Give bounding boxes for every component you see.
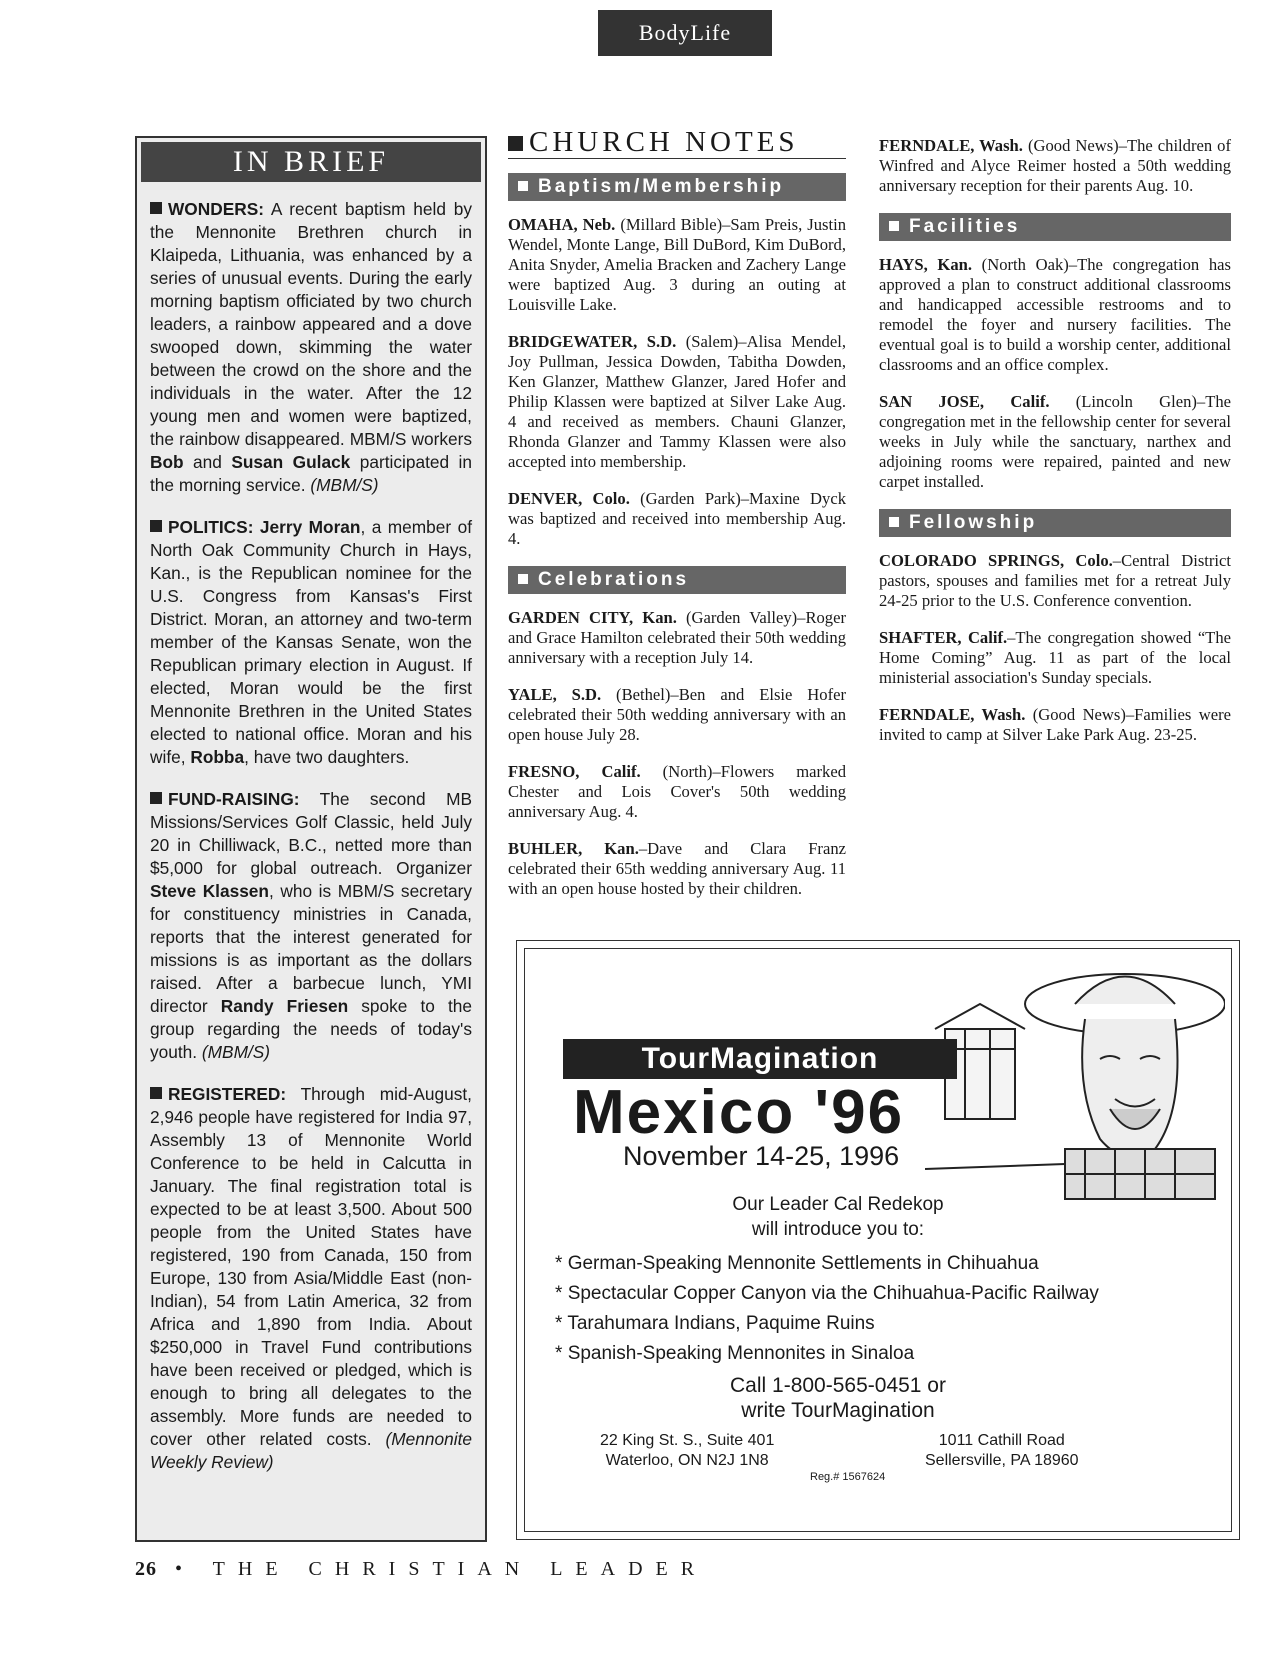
bullet-square-icon bbox=[508, 136, 523, 151]
bullet-square-icon bbox=[518, 181, 528, 191]
ad-bullet-item: * Tarahumara Indians, Paquime Ruins bbox=[555, 1313, 875, 1334]
in-brief-box bbox=[135, 136, 487, 1542]
subhead-facilities: Facilities bbox=[879, 213, 1231, 241]
note-item: BRIDGEWATER, S.D. (Salem)–Alisa Mendel, Joy Pullman, Jessica Dowden, Tabitha Dowden, Ken Glanzer, Matthew Glanzer, Jared Hofer and Philip Klassen were baptized at Silver Lake Aug. 4 and received as members. Chauni Glanzer, Rhonda Glanzer and Tammy Klassen were also accepted into membership. bbox=[508, 332, 846, 471]
subhead-celebrations: Celebrations bbox=[508, 566, 846, 594]
note-item: DENVER, Colo. (Garden Park)–Maxine Dyck was baptized and received into membership Aug. 4. bbox=[508, 489, 846, 548]
ad-destination: Mexico '96 bbox=[573, 1078, 905, 1147]
ad-inner-border bbox=[524, 948, 1232, 1532]
bullet-square-icon bbox=[150, 1087, 162, 1099]
bullet-square-icon bbox=[889, 517, 899, 527]
ad-bullet-item: * German-Speaking Mennonite Settlements in Chihuahua bbox=[555, 1253, 1039, 1274]
bullet-square-icon bbox=[150, 520, 162, 532]
ad-bullet-item: * Spectacular Copper Canyon via the Chihuahua-Pacific Railway bbox=[555, 1283, 1099, 1304]
ad-call-to-action: Call 1-800-565-0451 or write TourMagination bbox=[730, 1374, 946, 1422]
brief-item-wonders: WONDERS: A recent baptism held by the Mennonite Brethren church in Klaipeda, Lithuania, was enhanced by a series of unusual events. During the early morning baptism officiated by two church leaders, a rainbow appeared and a dove swooped down, skimming the water between the crowd on the shore and the individuals in the water. After the 12 young men and women were baptized, the rainbow disappeared. MBM/S workers Bob and Susan Gulack participated in the morning service. (MBM/S) bbox=[150, 199, 472, 495]
ad-leader: Our Leader Cal Redekop will introduce you to: bbox=[732, 1194, 944, 1240]
ad-bullet-list bbox=[555, 1249, 1099, 1369]
note-item: OMAHA, Neb. (Millard Bible)–Sam Preis, Justin Wendel, Monte Lange, Bill DuBord, Kim DuBord, Anita Snyder, Amelia Bracken and Zachery Lange were baptized Aug. 3 during an outing at Louisville Lake. bbox=[508, 215, 846, 314]
bullet-square-icon bbox=[518, 574, 528, 584]
in-brief-title: IN BRIEF bbox=[141, 142, 481, 182]
ad-bullet-item: * Spanish-Speaking Mennonites in Sinaloa bbox=[555, 1343, 915, 1364]
tour-advertisement bbox=[516, 940, 1240, 1540]
church-notes-column-2 bbox=[879, 136, 1231, 762]
ad-address-canada: 22 King St. S., Suite 401 Waterloo, ON N2J 1N8 bbox=[600, 1432, 775, 1469]
note-item: YALE, S.D. (Bethel)–Ben and Elsie Hofer celebrated their 50th wedding anniversary with an open house July 28. bbox=[508, 685, 847, 744]
church-notes-title: CHURCH NOTES bbox=[508, 132, 846, 159]
note-item: FERNDALE, Wash. (Good News)–The children of Winfred and Alyce Reimer hosted a 50th wedding anniversary reception for their parents Aug. 10. bbox=[879, 136, 1231, 195]
section-tag bbox=[598, 10, 772, 56]
note-item: HAYS, Kan. (North Oak)–The congregation has approved a plan to construct additional classrooms and handicapped accessible restrooms and to remodel the foyer and nursery facilities. The eventual goal is to build a worship center, additional classrooms and an office complex. bbox=[879, 255, 1231, 374]
bullet-square-icon bbox=[150, 792, 162, 804]
page-number: 26 bbox=[135, 1558, 157, 1580]
church-notes-column-1 bbox=[508, 126, 847, 916]
ad-brand-banner: TourMagination bbox=[563, 1039, 957, 1079]
bullet-square-icon bbox=[889, 221, 899, 231]
page-footer bbox=[135, 1558, 707, 1581]
sombrero-man-illustration-icon bbox=[925, 949, 1225, 1209]
note-item: GARDEN CITY, Kan. (Garden Valley)–Roger and Grace Hamilton celebrated their 50th wedding anniversary with a reception July 14. bbox=[508, 608, 846, 667]
footer-separator: • bbox=[175, 1558, 196, 1580]
in-brief-body bbox=[137, 182, 485, 1474]
note-item: SAN JOSE, Calif. (Lincoln Glen)–The congregation met in the fellowship center for several weeks in July while the sanctuary, narthex and adjoining rooms were repaired, painted and new carpet installed. bbox=[879, 392, 1231, 491]
note-item: FERNDALE, Wash. (Good News)–Families were invited to camp at Silver Lake Park Aug. 23-25. bbox=[879, 705, 1231, 744]
ad-registration: Reg.# 1567624 bbox=[810, 1471, 886, 1483]
brief-item-fund-raising: FUND-RAISING: The second MB Missions/Services Golf Classic, held July 20 in Chilliwack, B.C., netted more than $5,000 for global outreach. Organizer Steve Klassen, who is MBM/S secretary for constituency ministries in Canada, reports that the interest generated for missions is as important as the dollars raised. After a barbecue lunch, YMI director Randy Friesen spoke to the group regarding the needs of today's youth. (MBM/S) bbox=[150, 789, 472, 1062]
bullet-square-icon bbox=[150, 202, 162, 214]
subhead-baptism: Baptism/Membership bbox=[508, 173, 846, 201]
ad-dates: November 14-25, 1996 bbox=[623, 1141, 900, 1171]
note-item: COLORADO SPRINGS, Colo.–Central District pastors, spouses and families met for a retreat July 24-25 prior to the U.S. Conference convention. bbox=[879, 551, 1231, 610]
brief-item-registered: REGISTERED: Through mid-August, 2,946 people have registered for India 97, Assembly 13 of Mennonite World Conference to be held in Calcutta in January. The final registration total is expected to be at least 3,500. About 500 people from the United States have registered, 190 from Canada, 150 from Europe, 130 from Asia/Middle East (non-Indian), 54 from Latin America, 32 from Africa and 1,890 from India. About $250,000 in Travel Fund contributions have been received or pledged, which is enough to bring all delegates to the assembly. More funds are needed to cover other related costs. (Mennonite Weekly Review) bbox=[150, 1084, 472, 1472]
ad-address-usa: 1011 Cathill Road Sellersville, PA 18960 bbox=[925, 1432, 1079, 1469]
subhead-fellowship: Fellowship bbox=[879, 509, 1231, 537]
publication-name: THE CHRISTIAN LEADER bbox=[212, 1558, 708, 1580]
note-item: FRESNO, Calif. (North)–Flowers marked Chester and Lois Cover's 50th wedding anniversary Aug. 4. bbox=[508, 762, 846, 821]
note-item: BUHLER, Kan.–Dave and Clara Franz celebrated their 65th wedding anniversary Aug. 11 with an open house hosted by their children. bbox=[508, 839, 846, 898]
brief-item-politics: POLITICS: Jerry Moran, a member of North Oak Community Church in Hays, Kan., is the Republican nominee for the U.S. Congress from Kansas's First District. Moran, an attorney and two-term member of the Kansas Senate, won the Republican primary election in August. If elected, Moran would be the first Mennonite Brethren in the United States elected to national office. Moran and his wife, Robba, have two daughters. bbox=[150, 517, 473, 767]
section-tag-label: BodyLife bbox=[638, 20, 732, 45]
note-item: SHAFTER, Calif.–The congregation showed “The Home Coming” Aug. 11 as part of the local ministerial association's Sunday specials. bbox=[879, 628, 1231, 687]
